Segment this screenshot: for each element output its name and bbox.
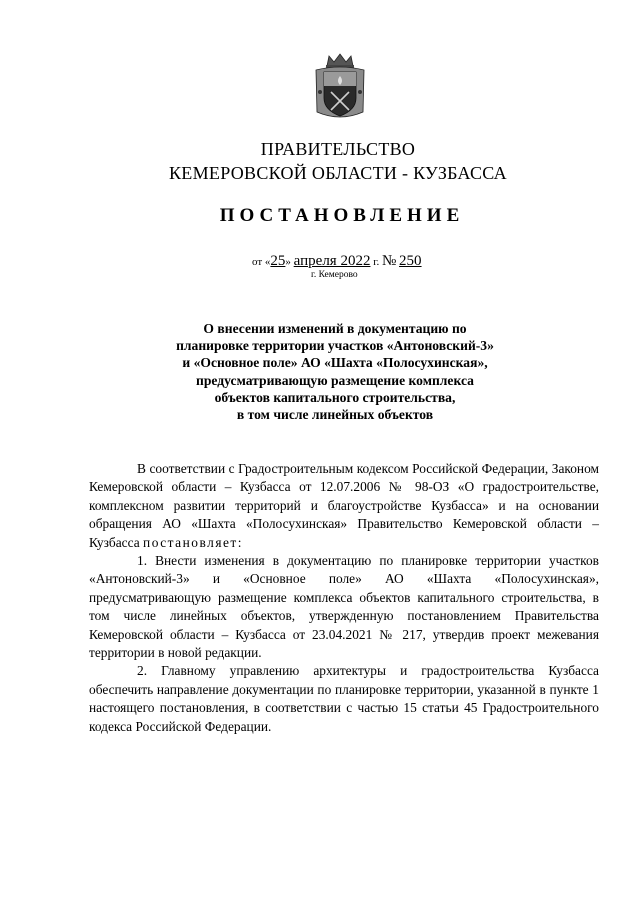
document-body <box>89 460 599 736</box>
date-month-year: апреля 2022 <box>293 253 371 269</box>
number-prefix: № <box>381 253 397 269</box>
title-line: предусматривающую размещение комплекса <box>196 372 474 388</box>
title-line: в том числе линейных объектов <box>236 407 434 423</box>
issue-city: г. Кемерово <box>311 270 358 280</box>
title-line: объектов капитального строительства, <box>214 389 456 405</box>
document-title <box>130 320 540 423</box>
date-day: 25 <box>270 253 286 269</box>
document-type-heading: ПОСТАНОВЛЕНИЕ <box>219 205 465 226</box>
item-1-paragraph: 1. Внести изменения в документацию по планировке территории участков «Антоновский-3» и «Основное поле» АО «Шахта «Полосухинская», предусматривающую размещение комплекса объектов капитального строительства, в том числе линейных объектов, утвержденную постановлением Правительства Кемеровской области – Кузбасса от 23.04.2021 № 217, утвердив проект межевания территории в новой редакции. <box>89 553 599 661</box>
coat-of-arms-icon <box>313 52 367 122</box>
title-line: О внесении изменений в документацию по <box>203 321 467 336</box>
decree-word: постановляет: <box>143 534 243 550</box>
date-prefix: от « <box>252 256 271 268</box>
date-mid: » <box>285 256 291 268</box>
item-2-paragraph: 2. Главному управлению архитектуры и градостроительства Кузбасса обеспечить направление документации по планировке территории, указанной в пункте 1 настоящего постановления, в соответствии с частью 15 статьи 45 Градостроительного кодекса Российской Федерации. <box>89 663 599 734</box>
date-year-suffix: г. <box>373 256 380 268</box>
preamble-text: В соответствии с Градостроительным кодексом Российской Федерации, Законом Кемеровской области – Кузбасса от 12.07.2006 № 98-ОЗ «О градостроительстве, комплексном развитии территорий и благоустройстве Кузбасса» и на основании обращения АО «Шахта «Полосухинская» Правительство Кемеровской области – Кузбасса <box>89 461 599 550</box>
government-name-line2: КЕМЕРОВСКОЙ ОБЛАСТИ - КУЗБАССА <box>169 163 507 183</box>
preamble-paragraph <box>89 460 599 552</box>
title-line: и «Основное поле» АО «Шахта «Полосухинская», <box>182 355 488 371</box>
document-number: 250 <box>399 253 422 269</box>
title-line: планировке территории участков «Антоновский-3» <box>176 338 494 354</box>
document-date-number <box>252 253 422 270</box>
government-name-line1: ПРАВИТЕЛЬСТВО <box>260 139 416 159</box>
